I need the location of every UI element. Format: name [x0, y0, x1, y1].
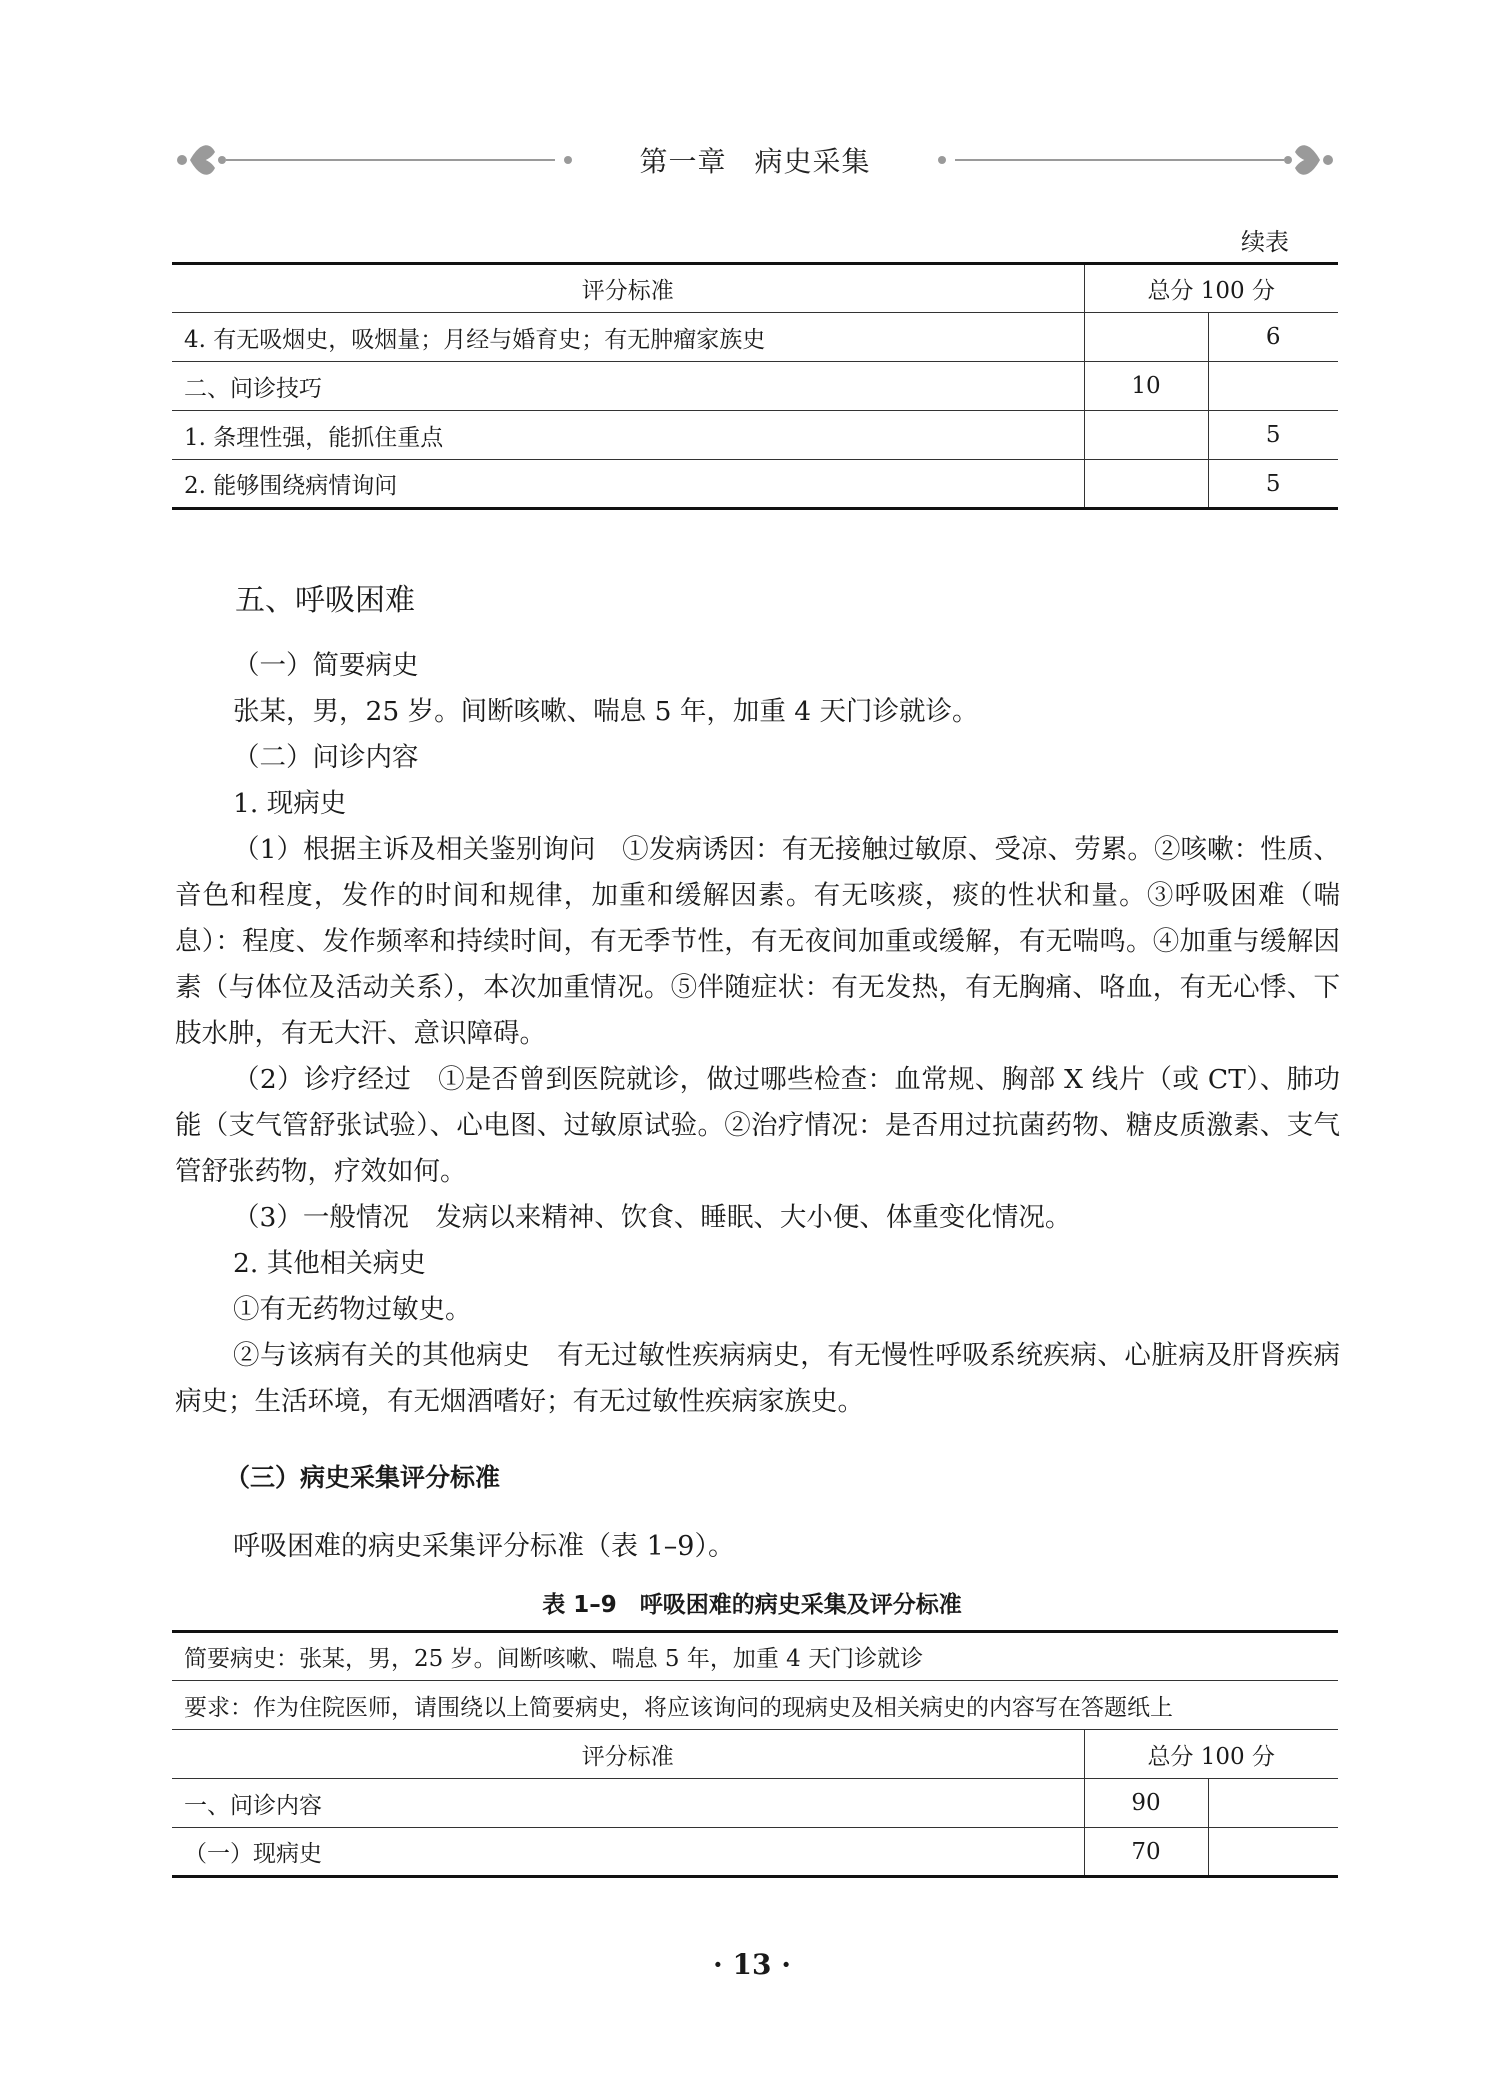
table-row — [172, 411, 1338, 460]
subheading-inquiry-content: （二）问诊内容 — [233, 742, 419, 773]
row-section-score: 70 — [1084, 1828, 1208, 1877]
header-criteria: 评分标准 — [172, 264, 1084, 313]
requirement-cell: 要求：作为住院医师，请围绕以上简要病史，将应该询问的现病史及相关病史的内容写在答题纸上 — [172, 1681, 1338, 1730]
table-row — [172, 1681, 1338, 1730]
subheading-present-illness: 1. 现病史 — [233, 788, 347, 819]
row-item-score: 5 — [1208, 460, 1338, 509]
header-criteria: 评分标准 — [172, 1730, 1084, 1779]
row-label: 二、问诊技巧 — [172, 362, 1084, 411]
table-row — [172, 1828, 1338, 1877]
row-label: 1. 条理性强，能抓住重点 — [172, 411, 1084, 460]
subheading-other-history: 2. 其他相关病史 — [233, 1248, 426, 1279]
table-header-row — [172, 264, 1338, 313]
row-item-score — [1208, 1779, 1338, 1828]
table-row — [172, 313, 1338, 362]
table-row — [172, 362, 1338, 411]
running-header — [170, 130, 1340, 190]
table-reference-line: 呼吸困难的病史采集评分标准（表 1–9）。 — [233, 1531, 735, 1562]
row-label: 一、问诊内容 — [172, 1779, 1084, 1828]
row-section-score: 90 — [1084, 1779, 1208, 1828]
table-header-row — [172, 1730, 1338, 1779]
chapter-name: 病史采集 — [754, 145, 871, 178]
row-section-score: 10 — [1084, 362, 1208, 411]
paragraph-related-history: ②与该病有关的其他病史 有无过敏性疾病病史，有无慢性呼吸系统疾病、心脏病及肝肾疾病病史；生活环境，有无烟酒嗜好；有无过敏性疾病家族史。 — [175, 1340, 1340, 1417]
row-section-score — [1084, 460, 1208, 509]
page-number: · 13 · — [713, 1948, 791, 1981]
table-caption: 表 1–9 呼吸困难的病史采集及评分标准 — [542, 1592, 962, 1618]
scoring-table-continued — [172, 262, 1338, 510]
chapter-number: 第一章 — [639, 145, 727, 178]
brief-history-cell: 简要病史：张某，男，25 岁。间断咳嗽、喘息 5 年，加重 4 天门诊就诊 — [172, 1632, 1338, 1681]
row-item-score: 6 — [1208, 313, 1338, 362]
table-row — [172, 1632, 1338, 1681]
paragraph-general-condition: （3）一般情况 发病以来精神、饮食、睡眠、大小便、体重变化情况。 — [233, 1202, 1072, 1233]
row-label: （一）现病史 — [172, 1828, 1084, 1877]
chapter-title — [170, 140, 1340, 180]
table-row — [172, 1779, 1338, 1828]
subheading-brief-history: （一）简要病史 — [233, 650, 419, 681]
subheading-scoring-criteria: （三）病史采集评分标准 — [225, 1463, 501, 1492]
header-total: 总分 100 分 — [1084, 264, 1338, 313]
section-title: 五、呼吸困难 — [235, 583, 415, 618]
row-item-score — [1208, 1828, 1338, 1877]
row-label: 2. 能够围绕病情询问 — [172, 460, 1084, 509]
paragraph-drug-allergy: ①有无药物过敏史。 — [233, 1294, 472, 1325]
row-item-score — [1208, 362, 1338, 411]
row-label: 4. 有无吸烟史，吸烟量；月经与婚育史；有无肿瘤家族史 — [172, 313, 1084, 362]
table-row — [172, 460, 1338, 509]
scoring-table-1-9 — [172, 1630, 1338, 1878]
section-body — [175, 643, 1340, 1425]
continued-label: 续表 — [1241, 228, 1289, 256]
row-item-score: 5 — [1208, 411, 1338, 460]
header-total: 总分 100 分 — [1084, 1730, 1338, 1779]
row-section-score — [1084, 313, 1208, 362]
paragraph-treatment-history: （2）诊疗经过 ①是否曾到医院就诊，做过哪些检查：血常规、胸部 X 线片（或 CT）、肺功能（支气管舒张试验）、心电图、过敏原试验。②治疗情况：是否用过抗菌药物、糖皮质激素、支气管舒张药物，疗效如何。 — [175, 1064, 1340, 1187]
paragraph-differential-inquiry: （1）根据主诉及相关鉴别询问 ①发病诱因：有无接触过敏原、受凉、劳累。②咳嗽：性质、音色和程度，发作的时间和规律，加重和缓解因素。有无咳痰，痰的性状和量。③呼吸困难（喘息）：程度、发作频率和持续时间，有无季节性，有无夜间加重或缓解，有无喘鸣。④加重与缓解因素（与体位及活动关系），本次加重情况。⑤伴随症状：有无发热，有无胸痛、咯血，有无心悸、下肢水肿，有无大汗、意识障碍。 — [175, 834, 1340, 1049]
brief-history-text: 张某，男，25 岁。间断咳嗽、喘息 5 年，加重 4 天门诊就诊。 — [233, 696, 979, 727]
row-section-score — [1084, 411, 1208, 460]
